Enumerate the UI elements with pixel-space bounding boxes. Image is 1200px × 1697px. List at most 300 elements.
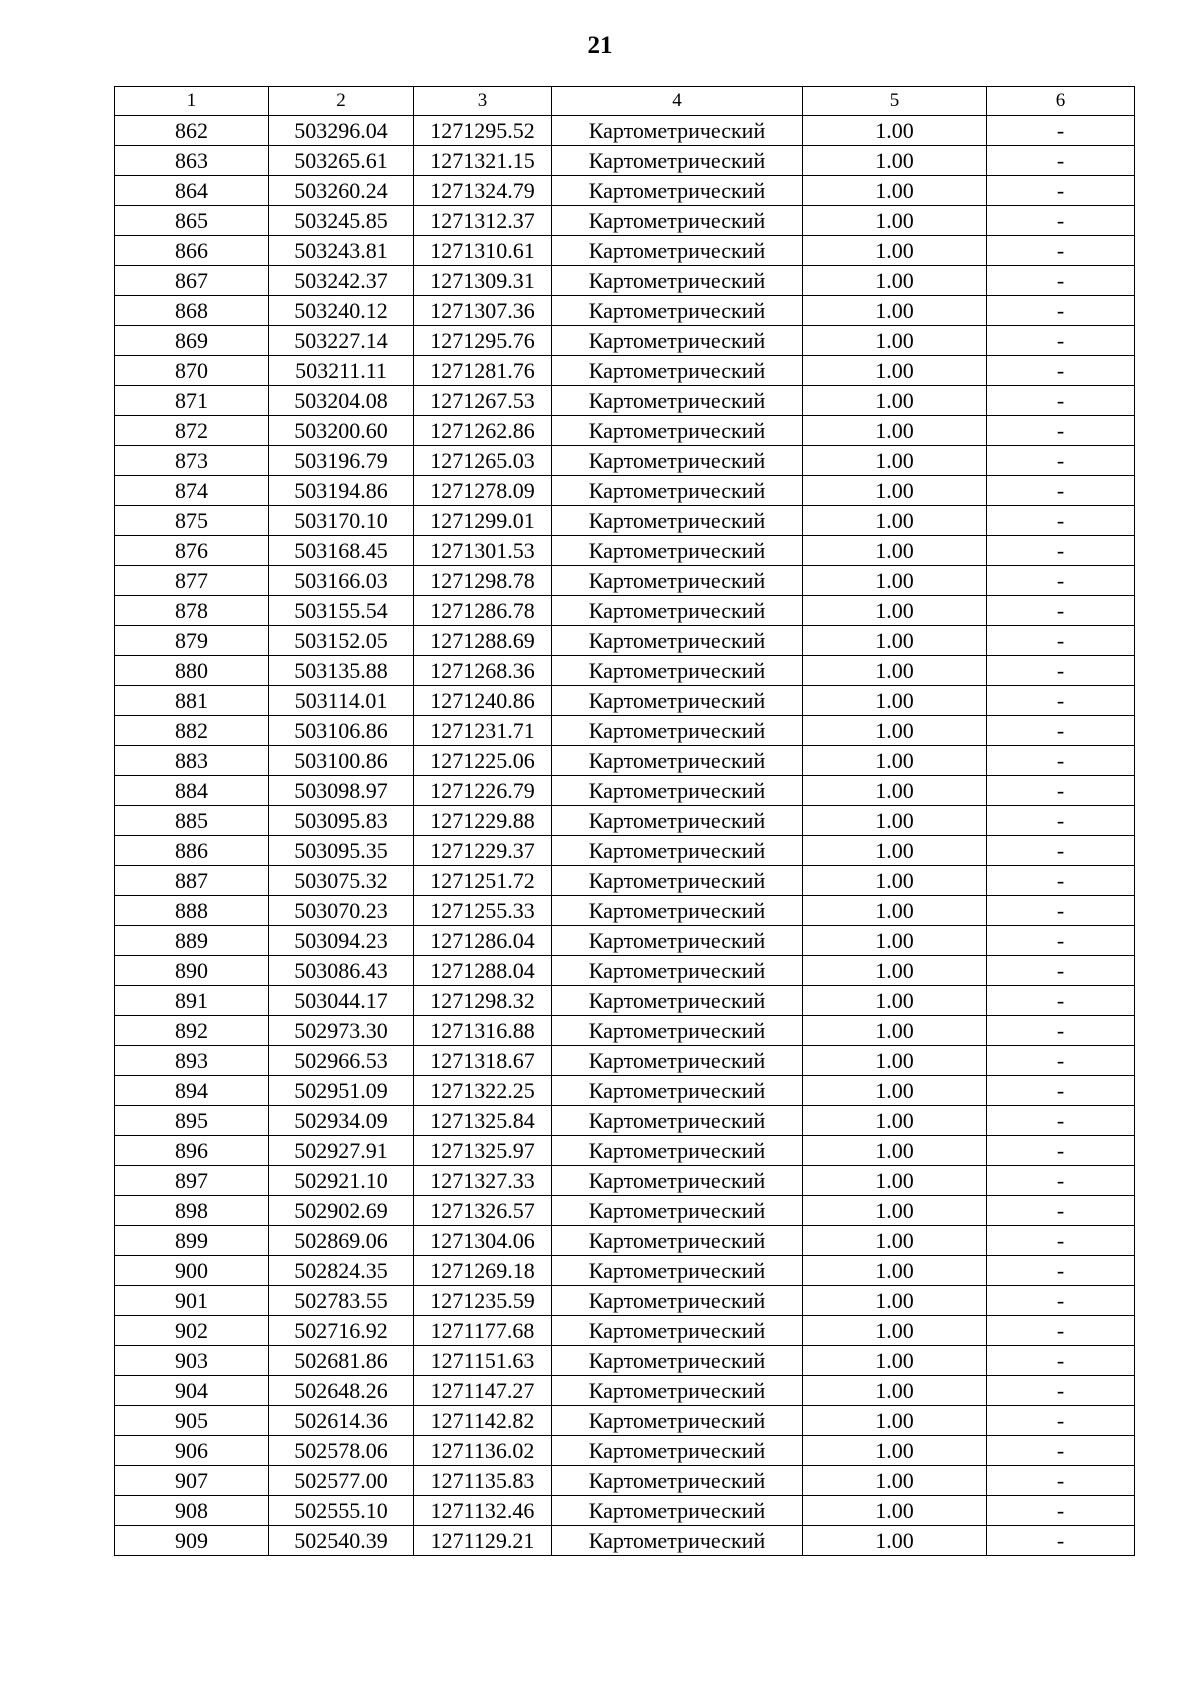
accuracy-cell: 1.00	[803, 236, 987, 266]
y-coordinate-cell: 1271322.25	[414, 1076, 552, 1106]
method-cell: Картометрический	[552, 806, 803, 836]
point-number-cell: 862	[115, 116, 269, 146]
table-row	[115, 686, 1135, 716]
accuracy-cell: 1.00	[803, 476, 987, 506]
accuracy-cell: 1.00	[803, 1016, 987, 1046]
point-number-cell: 906	[115, 1436, 269, 1466]
note-cell: -	[987, 806, 1135, 836]
column-header-2: 2	[269, 87, 414, 116]
note-cell: -	[987, 926, 1135, 956]
y-coordinate-cell: 1271286.78	[414, 596, 552, 626]
method-cell: Картометрический	[552, 176, 803, 206]
method-cell: Картометрический	[552, 746, 803, 776]
x-coordinate-cell: 502934.09	[269, 1106, 414, 1136]
note-cell: -	[987, 956, 1135, 986]
y-coordinate-cell: 1271286.04	[414, 926, 552, 956]
y-coordinate-cell: 1271225.06	[414, 746, 552, 776]
accuracy-cell: 1.00	[803, 386, 987, 416]
note-cell: -	[987, 866, 1135, 896]
y-coordinate-cell: 1271304.06	[414, 1226, 552, 1256]
method-cell: Картометрический	[552, 866, 803, 896]
point-number-cell: 868	[115, 296, 269, 326]
y-coordinate-cell: 1271142.82	[414, 1406, 552, 1436]
accuracy-cell: 1.00	[803, 986, 987, 1016]
x-coordinate-cell: 503152.05	[269, 626, 414, 656]
method-cell: Картометрический	[552, 1016, 803, 1046]
accuracy-cell: 1.00	[803, 176, 987, 206]
accuracy-cell: 1.00	[803, 686, 987, 716]
y-coordinate-cell: 1271151.63	[414, 1346, 552, 1376]
accuracy-cell: 1.00	[803, 596, 987, 626]
note-cell: -	[987, 1256, 1135, 1286]
point-number-cell: 866	[115, 236, 269, 266]
method-cell: Картометрический	[552, 1376, 803, 1406]
point-number-cell: 888	[115, 896, 269, 926]
x-coordinate-cell: 503245.85	[269, 206, 414, 236]
accuracy-cell: 1.00	[803, 1166, 987, 1196]
column-header-5: 5	[803, 87, 987, 116]
table-row	[115, 746, 1135, 776]
table-row	[115, 476, 1135, 506]
y-coordinate-cell: 1271312.37	[414, 206, 552, 236]
table-row	[115, 1166, 1135, 1196]
x-coordinate-cell: 503166.03	[269, 566, 414, 596]
x-coordinate-cell: 502927.91	[269, 1136, 414, 1166]
table-row	[115, 536, 1135, 566]
accuracy-cell: 1.00	[803, 1346, 987, 1376]
accuracy-cell: 1.00	[803, 296, 987, 326]
y-coordinate-cell: 1271326.57	[414, 1196, 552, 1226]
method-cell: Картометрический	[552, 656, 803, 686]
x-coordinate-cell: 503260.24	[269, 176, 414, 206]
x-coordinate-cell: 503227.14	[269, 326, 414, 356]
y-coordinate-cell: 1271255.33	[414, 896, 552, 926]
method-cell: Картометрический	[552, 896, 803, 926]
method-cell: Картометрический	[552, 1436, 803, 1466]
x-coordinate-cell: 503265.61	[269, 146, 414, 176]
method-cell: Картометрический	[552, 326, 803, 356]
table-row	[115, 986, 1135, 1016]
method-cell: Картометрический	[552, 536, 803, 566]
y-coordinate-cell: 1271309.31	[414, 266, 552, 296]
table-row	[115, 1496, 1135, 1526]
method-cell: Картометрический	[552, 686, 803, 716]
note-cell: -	[987, 1166, 1135, 1196]
method-cell: Картометрический	[552, 986, 803, 1016]
accuracy-cell: 1.00	[803, 1076, 987, 1106]
method-cell: Картометрический	[552, 776, 803, 806]
method-cell: Картометрический	[552, 356, 803, 386]
y-coordinate-cell: 1271281.76	[414, 356, 552, 386]
point-number-cell: 881	[115, 686, 269, 716]
accuracy-cell: 1.00	[803, 1496, 987, 1526]
note-cell: -	[987, 716, 1135, 746]
x-coordinate-cell: 502783.55	[269, 1286, 414, 1316]
y-coordinate-cell: 1271269.18	[414, 1256, 552, 1286]
accuracy-cell: 1.00	[803, 566, 987, 596]
x-coordinate-cell: 502577.00	[269, 1466, 414, 1496]
point-number-cell: 874	[115, 476, 269, 506]
point-number-cell: 869	[115, 326, 269, 356]
method-cell: Картометрический	[552, 1316, 803, 1346]
y-coordinate-cell: 1271240.86	[414, 686, 552, 716]
table-row	[115, 956, 1135, 986]
column-header-1: 1	[115, 87, 269, 116]
point-number-cell: 909	[115, 1526, 269, 1556]
table-row	[115, 1406, 1135, 1436]
coordinates-table	[114, 86, 1135, 1556]
accuracy-cell: 1.00	[803, 836, 987, 866]
point-number-cell: 886	[115, 836, 269, 866]
table-row	[115, 926, 1135, 956]
note-cell: -	[987, 446, 1135, 476]
method-cell: Картометрический	[552, 1406, 803, 1436]
note-cell: -	[987, 1046, 1135, 1076]
table-row	[115, 386, 1135, 416]
note-cell: -	[987, 836, 1135, 866]
column-header-3: 3	[414, 87, 552, 116]
method-cell: Картометрический	[552, 1226, 803, 1256]
y-coordinate-cell: 1271310.61	[414, 236, 552, 266]
header-row	[115, 87, 1135, 116]
accuracy-cell: 1.00	[803, 1136, 987, 1166]
point-number-cell: 893	[115, 1046, 269, 1076]
table-row	[115, 266, 1135, 296]
method-cell: Картометрический	[552, 206, 803, 236]
y-coordinate-cell: 1271129.21	[414, 1526, 552, 1556]
note-cell: -	[987, 1436, 1135, 1466]
method-cell: Картометрический	[552, 1286, 803, 1316]
table-row	[115, 1226, 1135, 1256]
method-cell: Картометрический	[552, 506, 803, 536]
point-number-cell: 890	[115, 956, 269, 986]
table-row	[115, 1436, 1135, 1466]
table-row	[115, 566, 1135, 596]
x-coordinate-cell: 503086.43	[269, 956, 414, 986]
accuracy-cell: 1.00	[803, 926, 987, 956]
x-coordinate-cell: 503296.04	[269, 116, 414, 146]
method-cell: Картометрический	[552, 716, 803, 746]
accuracy-cell: 1.00	[803, 116, 987, 146]
note-cell: -	[987, 176, 1135, 206]
note-cell: -	[987, 1406, 1135, 1436]
accuracy-cell: 1.00	[803, 1286, 987, 1316]
note-cell: -	[987, 356, 1135, 386]
column-header-4: 4	[552, 87, 803, 116]
accuracy-cell: 1.00	[803, 956, 987, 986]
note-cell: -	[987, 266, 1135, 296]
y-coordinate-cell: 1271325.97	[414, 1136, 552, 1166]
note-cell: -	[987, 416, 1135, 446]
note-cell: -	[987, 206, 1135, 236]
x-coordinate-cell: 503170.10	[269, 506, 414, 536]
y-coordinate-cell: 1271265.03	[414, 446, 552, 476]
y-coordinate-cell: 1271147.27	[414, 1376, 552, 1406]
y-coordinate-cell: 1271299.01	[414, 506, 552, 536]
note-cell: -	[987, 1376, 1135, 1406]
table-row	[115, 1526, 1135, 1556]
point-number-cell: 903	[115, 1346, 269, 1376]
point-number-cell: 882	[115, 716, 269, 746]
accuracy-cell: 1.00	[803, 1196, 987, 1226]
x-coordinate-cell: 503095.35	[269, 836, 414, 866]
note-cell: -	[987, 1526, 1135, 1556]
method-cell: Картометрический	[552, 566, 803, 596]
point-number-cell: 883	[115, 746, 269, 776]
method-cell: Картометрический	[552, 416, 803, 446]
y-coordinate-cell: 1271288.04	[414, 956, 552, 986]
accuracy-cell: 1.00	[803, 866, 987, 896]
note-cell: -	[987, 116, 1135, 146]
x-coordinate-cell: 503194.86	[269, 476, 414, 506]
y-coordinate-cell: 1271231.71	[414, 716, 552, 746]
table-row	[115, 1076, 1135, 1106]
table-row	[115, 836, 1135, 866]
table-row	[115, 116, 1135, 146]
point-number-cell: 887	[115, 866, 269, 896]
accuracy-cell: 1.00	[803, 656, 987, 686]
method-cell: Картометрический	[552, 236, 803, 266]
y-coordinate-cell: 1271301.53	[414, 536, 552, 566]
y-coordinate-cell: 1271298.32	[414, 986, 552, 1016]
x-coordinate-cell: 502578.06	[269, 1436, 414, 1466]
x-coordinate-cell: 502966.53	[269, 1046, 414, 1076]
table-row	[115, 1136, 1135, 1166]
note-cell: -	[987, 1286, 1135, 1316]
y-coordinate-cell: 1271268.36	[414, 656, 552, 686]
y-coordinate-cell: 1271136.02	[414, 1436, 552, 1466]
page-number: 21	[587, 32, 613, 59]
point-number-cell: 865	[115, 206, 269, 236]
x-coordinate-cell: 503075.32	[269, 866, 414, 896]
x-coordinate-cell: 502902.69	[269, 1196, 414, 1226]
y-coordinate-cell: 1271135.83	[414, 1466, 552, 1496]
point-number-cell: 900	[115, 1256, 269, 1286]
point-number-cell: 871	[115, 386, 269, 416]
x-coordinate-cell: 502973.30	[269, 1016, 414, 1046]
point-number-cell: 875	[115, 506, 269, 536]
method-cell: Картометрический	[552, 296, 803, 326]
accuracy-cell: 1.00	[803, 1256, 987, 1286]
accuracy-cell: 1.00	[803, 446, 987, 476]
note-cell: -	[987, 386, 1135, 416]
table-row	[115, 866, 1135, 896]
y-coordinate-cell: 1271229.88	[414, 806, 552, 836]
x-coordinate-cell: 503106.86	[269, 716, 414, 746]
method-cell: Картометрический	[552, 446, 803, 476]
table-row	[115, 1256, 1135, 1286]
x-coordinate-cell: 503200.60	[269, 416, 414, 446]
accuracy-cell: 1.00	[803, 206, 987, 236]
table-header	[115, 87, 1135, 116]
table-row	[115, 1286, 1135, 1316]
note-cell: -	[987, 776, 1135, 806]
table-row	[115, 1466, 1135, 1496]
x-coordinate-cell: 503204.08	[269, 386, 414, 416]
x-coordinate-cell: 502824.35	[269, 1256, 414, 1286]
x-coordinate-cell: 502614.36	[269, 1406, 414, 1436]
point-number-cell: 891	[115, 986, 269, 1016]
method-cell: Картометрический	[552, 1076, 803, 1106]
point-number-cell: 880	[115, 656, 269, 686]
note-cell: -	[987, 596, 1135, 626]
y-coordinate-cell: 1271226.79	[414, 776, 552, 806]
point-number-cell: 899	[115, 1226, 269, 1256]
accuracy-cell: 1.00	[803, 506, 987, 536]
method-cell: Картометрический	[552, 836, 803, 866]
accuracy-cell: 1.00	[803, 1436, 987, 1466]
note-cell: -	[987, 1106, 1135, 1136]
y-coordinate-cell: 1271278.09	[414, 476, 552, 506]
method-cell: Картометрический	[552, 1196, 803, 1226]
note-cell: -	[987, 476, 1135, 506]
y-coordinate-cell: 1271262.86	[414, 416, 552, 446]
x-coordinate-cell: 502716.92	[269, 1316, 414, 1346]
y-coordinate-cell: 1271318.67	[414, 1046, 552, 1076]
note-cell: -	[987, 686, 1135, 716]
method-cell: Картометрический	[552, 1496, 803, 1526]
point-number-cell: 879	[115, 626, 269, 656]
x-coordinate-cell: 503135.88	[269, 656, 414, 686]
y-coordinate-cell: 1271307.36	[414, 296, 552, 326]
x-coordinate-cell: 502648.26	[269, 1376, 414, 1406]
table-row	[115, 596, 1135, 626]
point-number-cell: 863	[115, 146, 269, 176]
y-coordinate-cell: 1271177.68	[414, 1316, 552, 1346]
accuracy-cell: 1.00	[803, 1226, 987, 1256]
x-coordinate-cell: 503094.23	[269, 926, 414, 956]
note-cell: -	[987, 896, 1135, 926]
y-coordinate-cell: 1271295.52	[414, 116, 552, 146]
accuracy-cell: 1.00	[803, 1466, 987, 1496]
table-row	[115, 506, 1135, 536]
note-cell: -	[987, 746, 1135, 776]
table-body	[115, 116, 1135, 1556]
note-cell: -	[987, 626, 1135, 656]
point-number-cell: 902	[115, 1316, 269, 1346]
point-number-cell: 872	[115, 416, 269, 446]
x-coordinate-cell: 503095.83	[269, 806, 414, 836]
table-row	[115, 806, 1135, 836]
x-coordinate-cell: 503114.01	[269, 686, 414, 716]
table-row	[115, 716, 1135, 746]
method-cell: Картометрический	[552, 116, 803, 146]
point-number-cell: 873	[115, 446, 269, 476]
method-cell: Картометрический	[552, 626, 803, 656]
point-number-cell: 898	[115, 1196, 269, 1226]
accuracy-cell: 1.00	[803, 536, 987, 566]
column-header-6: 6	[987, 87, 1135, 116]
x-coordinate-cell: 502921.10	[269, 1166, 414, 1196]
y-coordinate-cell: 1271288.69	[414, 626, 552, 656]
note-cell: -	[987, 536, 1135, 566]
accuracy-cell: 1.00	[803, 1046, 987, 1076]
table-row	[115, 1016, 1135, 1046]
point-number-cell: 889	[115, 926, 269, 956]
x-coordinate-cell: 503044.17	[269, 986, 414, 1016]
accuracy-cell: 1.00	[803, 896, 987, 926]
accuracy-cell: 1.00	[803, 146, 987, 176]
method-cell: Картометрический	[552, 956, 803, 986]
point-number-cell: 867	[115, 266, 269, 296]
x-coordinate-cell: 503070.23	[269, 896, 414, 926]
note-cell: -	[987, 566, 1135, 596]
method-cell: Картометрический	[552, 1256, 803, 1286]
x-coordinate-cell: 503100.86	[269, 746, 414, 776]
point-number-cell: 864	[115, 176, 269, 206]
table-row	[115, 416, 1135, 446]
y-coordinate-cell: 1271327.33	[414, 1166, 552, 1196]
accuracy-cell: 1.00	[803, 1526, 987, 1556]
table-row	[115, 626, 1135, 656]
method-cell: Картометрический	[552, 1166, 803, 1196]
table-row	[115, 1376, 1135, 1406]
y-coordinate-cell: 1271229.37	[414, 836, 552, 866]
accuracy-cell: 1.00	[803, 716, 987, 746]
note-cell: -	[987, 326, 1135, 356]
accuracy-cell: 1.00	[803, 1106, 987, 1136]
table-row	[115, 326, 1135, 356]
x-coordinate-cell: 503196.79	[269, 446, 414, 476]
point-number-cell: 897	[115, 1166, 269, 1196]
point-number-cell: 894	[115, 1076, 269, 1106]
method-cell: Картометрический	[552, 1136, 803, 1166]
point-number-cell: 901	[115, 1286, 269, 1316]
note-cell: -	[987, 1076, 1135, 1106]
note-cell: -	[987, 1496, 1135, 1526]
note-cell: -	[987, 1316, 1135, 1346]
y-coordinate-cell: 1271251.72	[414, 866, 552, 896]
x-coordinate-cell: 503155.54	[269, 596, 414, 626]
method-cell: Картометрический	[552, 476, 803, 506]
table-row	[115, 1106, 1135, 1136]
point-number-cell: 904	[115, 1376, 269, 1406]
accuracy-cell: 1.00	[803, 326, 987, 356]
point-number-cell: 877	[115, 566, 269, 596]
note-cell: -	[987, 236, 1135, 266]
point-number-cell: 895	[115, 1106, 269, 1136]
accuracy-cell: 1.00	[803, 746, 987, 776]
x-coordinate-cell: 503211.11	[269, 356, 414, 386]
table-row	[115, 1046, 1135, 1076]
note-cell: -	[987, 1136, 1135, 1166]
point-number-cell: 885	[115, 806, 269, 836]
x-coordinate-cell: 503243.81	[269, 236, 414, 266]
method-cell: Картометрический	[552, 1346, 803, 1376]
x-coordinate-cell: 502869.06	[269, 1226, 414, 1256]
table-row	[115, 446, 1135, 476]
point-number-cell: 878	[115, 596, 269, 626]
table-row	[115, 656, 1135, 686]
x-coordinate-cell: 502555.10	[269, 1496, 414, 1526]
y-coordinate-cell: 1271321.15	[414, 146, 552, 176]
point-number-cell: 876	[115, 536, 269, 566]
accuracy-cell: 1.00	[803, 776, 987, 806]
y-coordinate-cell: 1271325.84	[414, 1106, 552, 1136]
point-number-cell: 908	[115, 1496, 269, 1526]
point-number-cell: 892	[115, 1016, 269, 1046]
y-coordinate-cell: 1271132.46	[414, 1496, 552, 1526]
note-cell: -	[987, 1466, 1135, 1496]
table-row	[115, 1196, 1135, 1226]
accuracy-cell: 1.00	[803, 266, 987, 296]
accuracy-cell: 1.00	[803, 1376, 987, 1406]
y-coordinate-cell: 1271316.88	[414, 1016, 552, 1046]
table-row	[115, 896, 1135, 926]
y-coordinate-cell: 1271324.79	[414, 176, 552, 206]
method-cell: Картометрический	[552, 1046, 803, 1076]
accuracy-cell: 1.00	[803, 626, 987, 656]
